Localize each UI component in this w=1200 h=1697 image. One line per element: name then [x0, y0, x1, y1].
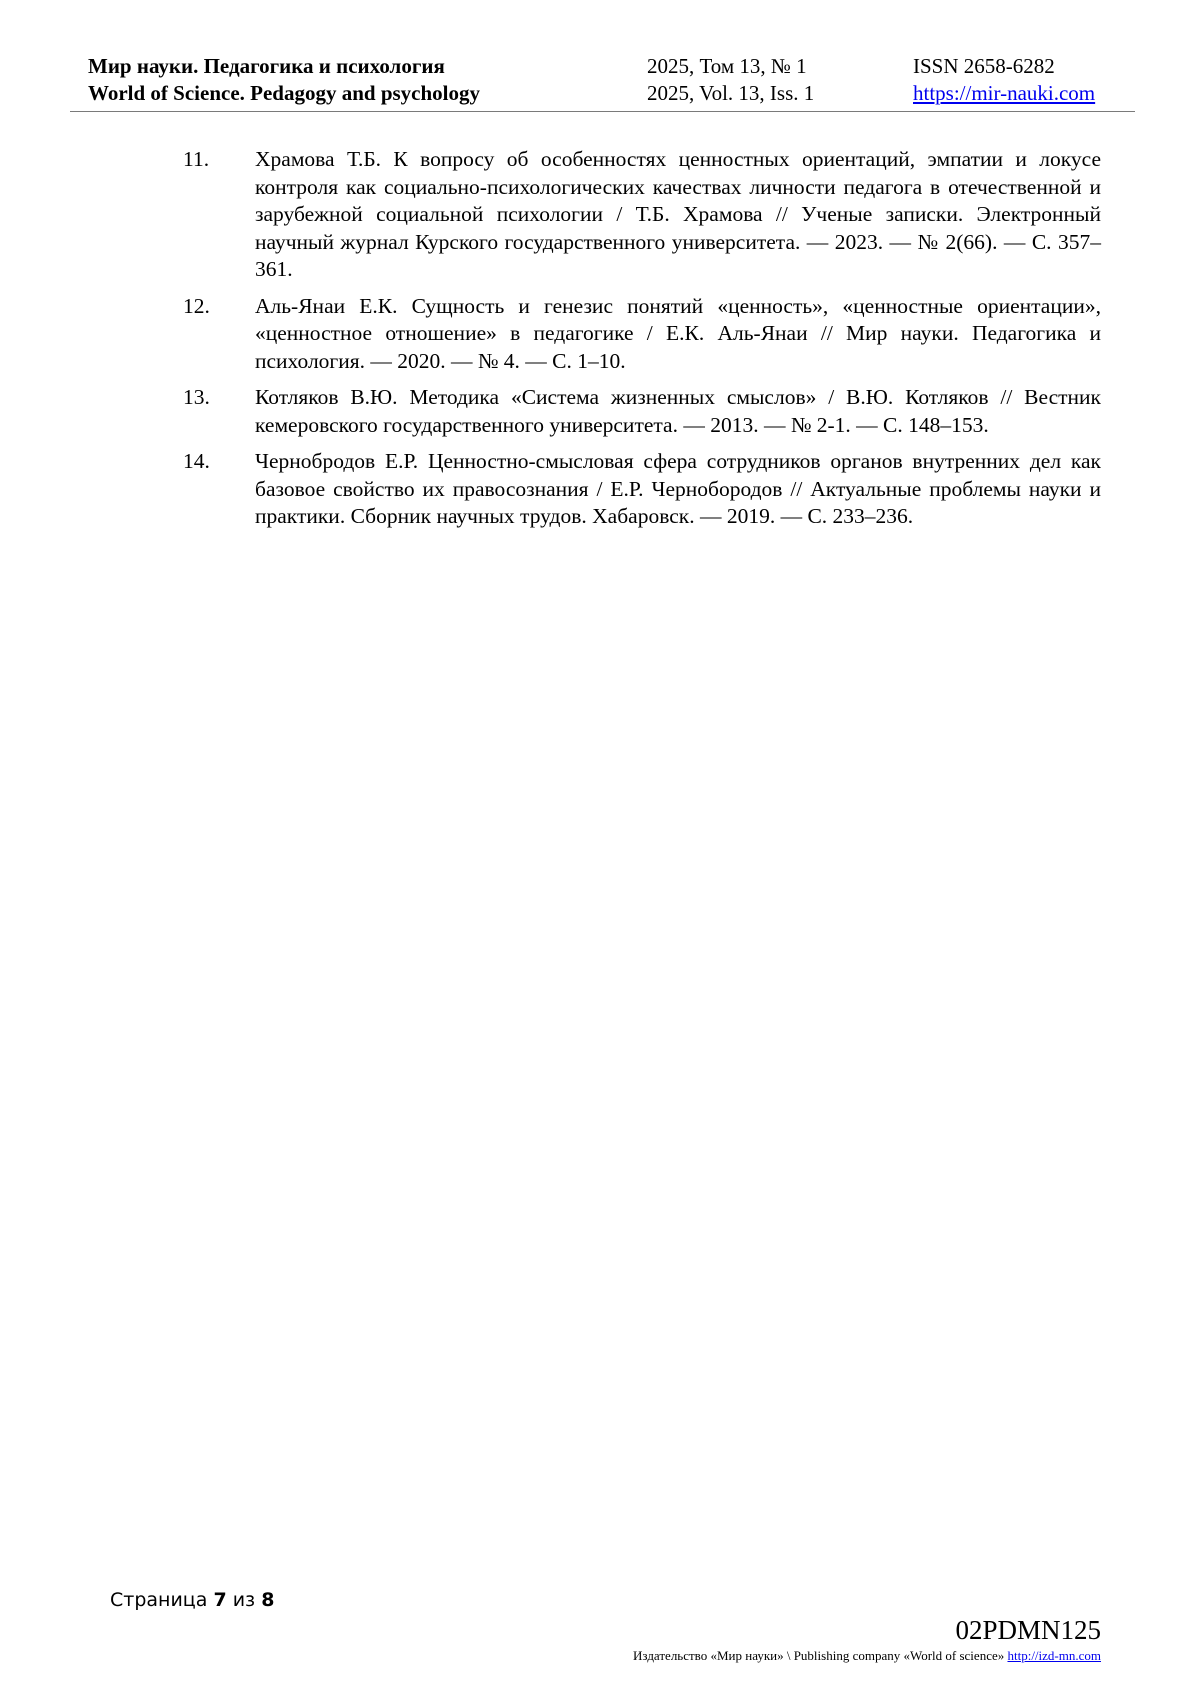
publisher-line — [633, 1648, 1101, 1664]
journal-title-ru: Мир науки. Педагогика и психология — [88, 54, 445, 78]
page-separator: из — [226, 1589, 262, 1611]
reference-number: 12. — [183, 293, 210, 318]
reference-number: 13. — [183, 385, 210, 409]
article-code: 02PDMN125 — [955, 1615, 1101, 1645]
publisher-text: Издательство «Мир науки» \ Publishing company «World of science» — [633, 1648, 1008, 1663]
reference-list — [183, 146, 1101, 540]
header-divider — [70, 111, 1135, 112]
journal-header — [88, 53, 1128, 109]
page-prefix: Страница — [110, 1589, 214, 1611]
publisher-link[interactable]: http://izd-mn.com — [1007, 1648, 1101, 1663]
reference-item — [183, 293, 1101, 376]
reference-number: 14. — [183, 449, 210, 473]
reference-item — [183, 448, 1101, 531]
journal-title-en: World of Science. Pedagogy and psychology — [88, 81, 481, 105]
issue-block — [647, 53, 814, 107]
reference-text: Чернобродов Е.Р. Ценностно-смысловая сфера сотрудников органов внутренних дел как базовое свойство их правосознания / Е.Р. Чернобородов // Актуальные проблемы науки и практики. Сборник научных трудов. Хабаровск. — 2019. — С. 233–236. — [255, 449, 1101, 528]
reference-number: 11. — [183, 147, 210, 171]
journal-title-block — [88, 53, 480, 107]
page-total: 8 — [261, 1589, 275, 1611]
journal-url-link[interactable]: https://mir-nauki.com — [913, 81, 1096, 105]
reference-text: Аль-Янаи Е.К. Сущность и генезис понятий «ценность», «ценностные ориентации», «ценностное отношение» в педагогике / Е.К. Аль-Янаи // Мир науки. Педагогика и психология. — 2020. — № 4. — С. 1–10. — [255, 293, 1101, 373]
page-current: 7 — [213, 1589, 227, 1611]
reference-item — [183, 384, 1101, 439]
reference-text: Котляков В.Ю. Методика «Система жизненных смыслов» / В.Ю. Котляков // Вестник кемеровского государственного университета. — 2013. — № 2-1. — С. 148–153. — [255, 385, 1101, 437]
issn-block — [913, 53, 1095, 107]
page-counter — [110, 1588, 274, 1612]
reference-item — [183, 146, 1101, 284]
issn: ISSN 2658-6282 — [913, 54, 1055, 78]
reference-text: Храмова Т.Б. К вопросу об особенностях ценностных ориентаций, эмпатии и локусе контроля как социально-психологических качествах личности педагога в отечественной и зарубежной социальной психологии / Т.Б. Храмова // Ученые записки. Электронный научный журнал Курского государственного университета. — 2023. — № 2(66). — С. 357–361. — [255, 147, 1101, 281]
issue-ru: 2025, Том 13, № 1 — [647, 54, 807, 78]
issue-en: 2025, Vol. 13, Iss. 1 — [647, 81, 815, 105]
